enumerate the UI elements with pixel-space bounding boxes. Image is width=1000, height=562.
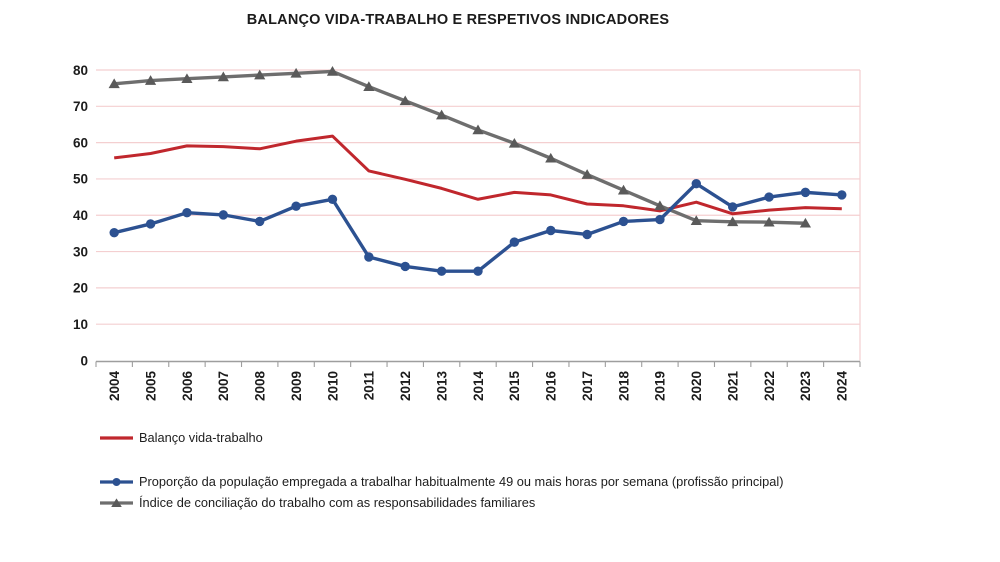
svg-text:60: 60	[72, 135, 88, 151]
svg-text:2007: 2007	[216, 371, 232, 402]
blue-line-circle-swatch-icon	[100, 476, 133, 488]
svg-text:0: 0	[80, 353, 88, 369]
svg-text:2023: 2023	[798, 371, 814, 402]
red-line-swatch-icon	[100, 432, 133, 444]
legend-item-indice-conciliacao	[100, 493, 863, 514]
svg-text:20: 20	[72, 280, 88, 296]
svg-text:2011: 2011	[361, 371, 377, 401]
svg-text:50: 50	[72, 171, 88, 187]
svg-text:2024: 2024	[834, 371, 850, 402]
svg-text:2013: 2013	[434, 371, 450, 402]
svg-text:2006: 2006	[179, 371, 195, 402]
gray-line-triangle-swatch-icon	[100, 497, 133, 509]
svg-text:80: 80	[72, 62, 88, 78]
svg-text:2005: 2005	[143, 371, 159, 402]
legend-item-proporcao-49-horas	[100, 472, 863, 493]
chart-title: BALANÇO VIDA-TRABALHO E RESPETIVOS INDICADORES	[246, 12, 670, 28]
svg-text:2018: 2018	[616, 371, 632, 402]
svg-text:2015: 2015	[507, 371, 523, 402]
svg-text:2019: 2019	[652, 371, 668, 402]
svg-text:2008: 2008	[252, 371, 268, 402]
svg-text:70: 70	[72, 99, 88, 115]
svg-text:40: 40	[72, 208, 88, 224]
chart-legend	[100, 428, 863, 514]
svg-text:2014: 2014	[470, 371, 486, 402]
svg-text:2016: 2016	[543, 371, 559, 402]
svg-text:10: 10	[72, 316, 88, 332]
legend-label-balanco: Balanço vida-trabalho	[139, 430, 263, 445]
svg-text:2009: 2009	[288, 371, 304, 402]
legend-item-balanco-vida-trabalho	[100, 428, 863, 449]
svg-text:2022: 2022	[761, 371, 777, 402]
legend-label-indice: Índice de conciliação do trabalho com as responsabilidades familiares	[139, 495, 536, 510]
svg-text:2010: 2010	[325, 371, 341, 402]
svg-text:2020: 2020	[689, 371, 705, 402]
svg-text:2012: 2012	[398, 371, 414, 402]
svg-text:2017: 2017	[579, 371, 595, 402]
svg-text:2021: 2021	[725, 371, 741, 402]
svg-text:2004: 2004	[106, 371, 122, 402]
legend-label-proporcao: Proporção da população empregada a trabalhar habitualmente 49 ou mais horas por semana (profissão principal)	[139, 473, 784, 489]
svg-text:30: 30	[72, 244, 88, 260]
